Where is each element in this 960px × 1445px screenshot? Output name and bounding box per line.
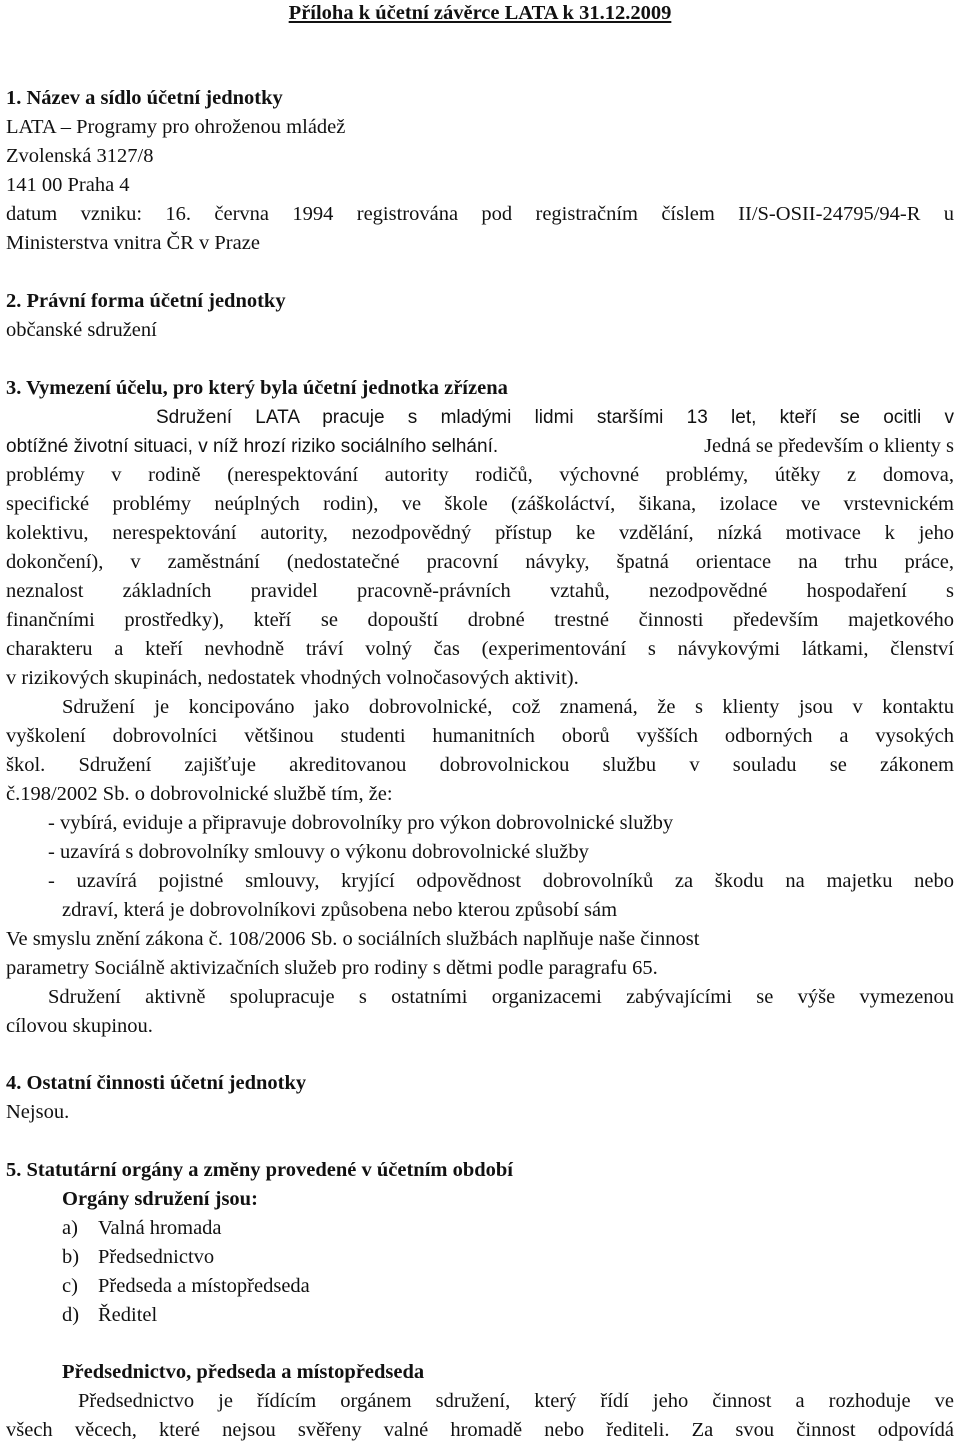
organ-name: Ředitel xyxy=(98,1304,158,1326)
section-3-heading: 3. Vymezení účelu, pro který byla účetní jednotka zřízena xyxy=(6,377,508,399)
org-street: Zvolenská 3127/8 xyxy=(6,145,154,167)
section-4-heading: 4. Ostatní činnosti účetní jednotky xyxy=(6,1072,307,1094)
org-registrar: Ministerstva vnitra ČR v Praze xyxy=(6,232,260,254)
board-line: Předsednictvo je řídícím orgánem sdružení, který řídí jeho činnost a rozhoduje ve xyxy=(78,1390,954,1412)
org-name: LATA – Programy pro ohroženou mládež xyxy=(6,116,346,138)
purpose-line: neznalost základních pravidel pracovně-právních vztahů, nezodpovědné hospodaření s xyxy=(6,580,954,602)
purpose-line: Jedná se především o klienty s xyxy=(704,435,954,457)
purpose-line: kolektivu, nerespektování autority, nezodpovědný přístup ke vzdělání, nízká motivace k jeho xyxy=(6,522,954,544)
volunteer-line: vyškolení dobrovolníci většinou studenti humanitních oborů vyšších odborných a vysokých xyxy=(6,725,954,747)
bullet-item: - uzavírá s dobrovolníky smlouvy o výkonu dobrovolnické služby xyxy=(48,841,589,863)
board-line: všech věcech, které nejsou svěřeny valné hromadě nebo řediteli. Za svou činnost odpovídá xyxy=(6,1419,954,1441)
organ-letter: b) xyxy=(62,1246,80,1268)
purpose-line: charakteru a kteří nevhodně tráví volný čas (experimentování s návykovými látkami, členství xyxy=(6,638,954,660)
purpose-line: problémy v rodině (nerespektování autority rodičů, výchovné problémy, útěky z domova, xyxy=(6,464,954,486)
org-founded: datum vzniku: 16. června 1994 registrována pod registračním číslem II/S-OSII-24795/94-R u xyxy=(6,203,954,225)
volunteer-line: Sdružení je koncipováno jako dobrovolnické, což znamená, že s klienty jsou v kontaktu xyxy=(62,696,954,718)
organ-letter: c) xyxy=(62,1275,78,1297)
legal-form: občanské sdružení xyxy=(6,319,157,341)
volunteer-line: č.198/2002 Sb. o dobrovolnické službě tím, že: xyxy=(6,783,393,805)
law-line: Ve smyslu znění zákona č. 108/2006 Sb. o sociálních službách naplňuje naše činnost xyxy=(6,928,700,950)
section-1-heading: 1. Název a sídlo účetní jednotky xyxy=(6,87,283,109)
bullet-item: - uzavírá pojistné smlouvy, kryjící odpovědnost dobrovolníků za škodu na majetku nebo xyxy=(48,870,954,892)
board-subheading: Předsednictvo, předseda a místopředseda xyxy=(62,1361,425,1383)
section-5-heading: 5. Statutární orgány a změny provedené v účetním období xyxy=(6,1159,514,1181)
section-2-heading: 2. Právní forma účetní jednotky xyxy=(6,290,286,312)
organ-item xyxy=(62,1214,960,1243)
organ-item xyxy=(62,1243,960,1272)
organ-name: Předseda a místopředseda xyxy=(98,1275,310,1297)
organ-letter: a) xyxy=(62,1217,78,1239)
law-line: parametry Sociálně aktivizačních služeb pro rodiny s dětmi podle paragrafu 65. xyxy=(6,957,658,979)
organ-name: Předsednictvo xyxy=(98,1246,215,1268)
org-city: 141 00 Praha 4 xyxy=(6,174,130,196)
purpose-line: dokončení), v zaměstnání (nedostatečné pracovní návyky, špatná orientace na trhu práce, xyxy=(6,551,954,573)
purpose-line: Sdružení LATA pracuje s mladými lidmi staršími 13 let, kteří se ocitli v xyxy=(156,407,954,428)
bullet-item-continuation: zdraví, která je dobrovolníkovi způsobena nebo kterou způsobí sám xyxy=(62,899,618,921)
purpose-line: finančními prostředky), kteří se dopouští drobné trestné činnosti především majetkového xyxy=(6,609,954,631)
organ-name: Valná hromada xyxy=(98,1217,222,1239)
document-title: Příloha k účetní závěrce LATA k 31.12.2009 xyxy=(288,2,672,24)
organ-item xyxy=(62,1272,960,1301)
cooperation-line: cílovou skupinou. xyxy=(6,1015,153,1037)
organ-letter: d) xyxy=(62,1304,80,1326)
cooperation-line: Sdružení aktivně spolupracuje s ostatními organizacemi zabývajícími se výše vymezenou xyxy=(48,986,954,1008)
organs-subheading: Orgány sdružení jsou: xyxy=(62,1188,258,1210)
purpose-line-sans-part: obtížné životní situaci, v níž hrozí riziko sociálního selhání. xyxy=(6,436,499,457)
bullet-item: - vybírá, eviduje a připravuje dobrovolníky pro výkon dobrovolnické služby xyxy=(48,812,674,834)
organ-item xyxy=(62,1301,960,1330)
purpose-line: specifické problémy neúplných rodin), ve škole (záškoláctví, šikana, izolace ve vrstevnickém xyxy=(6,493,954,515)
purpose-line: v rizikových skupinách, nedostatek vhodných volnočasových aktivit). xyxy=(6,667,579,689)
volunteer-line: škol. Sdružení zajišťuje akreditovanou dobrovolnickou službu v souladu se zákonem xyxy=(6,754,954,776)
other-activities: Nejsou. xyxy=(6,1101,70,1123)
